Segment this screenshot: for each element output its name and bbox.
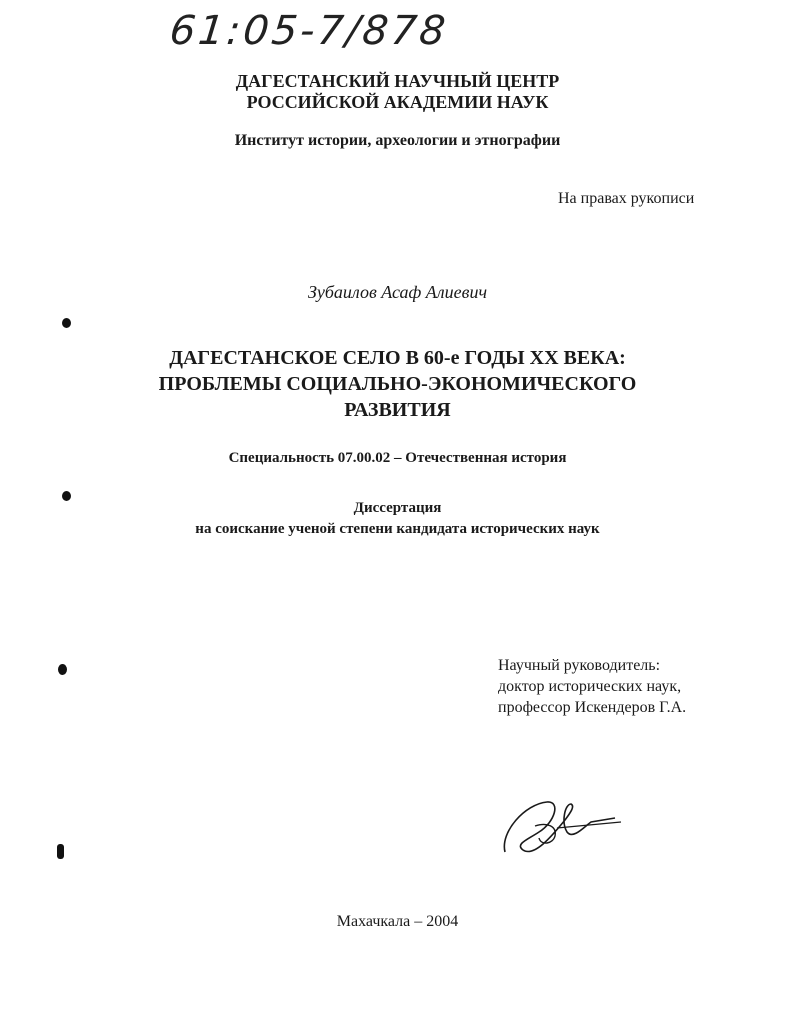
degree-sought: на соискание ученой степени кандидата исторических наук bbox=[195, 521, 600, 537]
title-line-2: ПРОБЛЕМЫ СОЦИАЛЬНО-ЭКОНОМИЧЕСКОГО bbox=[158, 373, 637, 395]
specialty: Специальность 07.00.02 – Отечественная история bbox=[228, 450, 567, 466]
signature-stroke-1 bbox=[504, 802, 615, 852]
city-year: Махачкала – 2004 bbox=[336, 913, 459, 930]
binding-hole-mark bbox=[57, 844, 64, 859]
title-line-3: РАЗВИТИЯ bbox=[344, 399, 451, 421]
rights-note: На правах рукописи bbox=[558, 190, 695, 207]
title-line-1: ДАГЕСТАНСКОЕ СЕЛО В 60-е ГОДЫ XX ВЕКА: bbox=[169, 347, 626, 369]
dissertation-purpose bbox=[0, 498, 795, 540]
binding-hole-mark bbox=[62, 318, 71, 328]
supervisor-degree: доктор исторических наук, bbox=[498, 678, 682, 695]
supervisor-block bbox=[498, 655, 686, 718]
organization-line-1: ДАГЕСТАНСКИЙ НАУЧНЫЙ ЦЕНТР bbox=[235, 71, 560, 91]
supervisor-label: Научный руководитель: bbox=[498, 657, 661, 674]
organization-line-2: РОССИЙСКОЙ АКАДЕМИИ НАУК bbox=[246, 92, 549, 112]
author-name: Зубаилов Асаф Алиевич bbox=[307, 282, 488, 302]
archive-code-handwritten: 61:05-7/878 bbox=[167, 8, 451, 54]
institute-name: Институт истории, археологии и этнографии bbox=[234, 132, 561, 149]
binding-hole-mark bbox=[58, 664, 67, 675]
signature bbox=[495, 792, 625, 862]
organization-header bbox=[0, 71, 795, 113]
supervisor-name: профессор Искендеров Г.А. bbox=[498, 699, 687, 716]
binding-hole-mark bbox=[62, 491, 71, 501]
dissertation-label: Диссертация bbox=[353, 500, 442, 516]
dissertation-title bbox=[0, 345, 795, 423]
